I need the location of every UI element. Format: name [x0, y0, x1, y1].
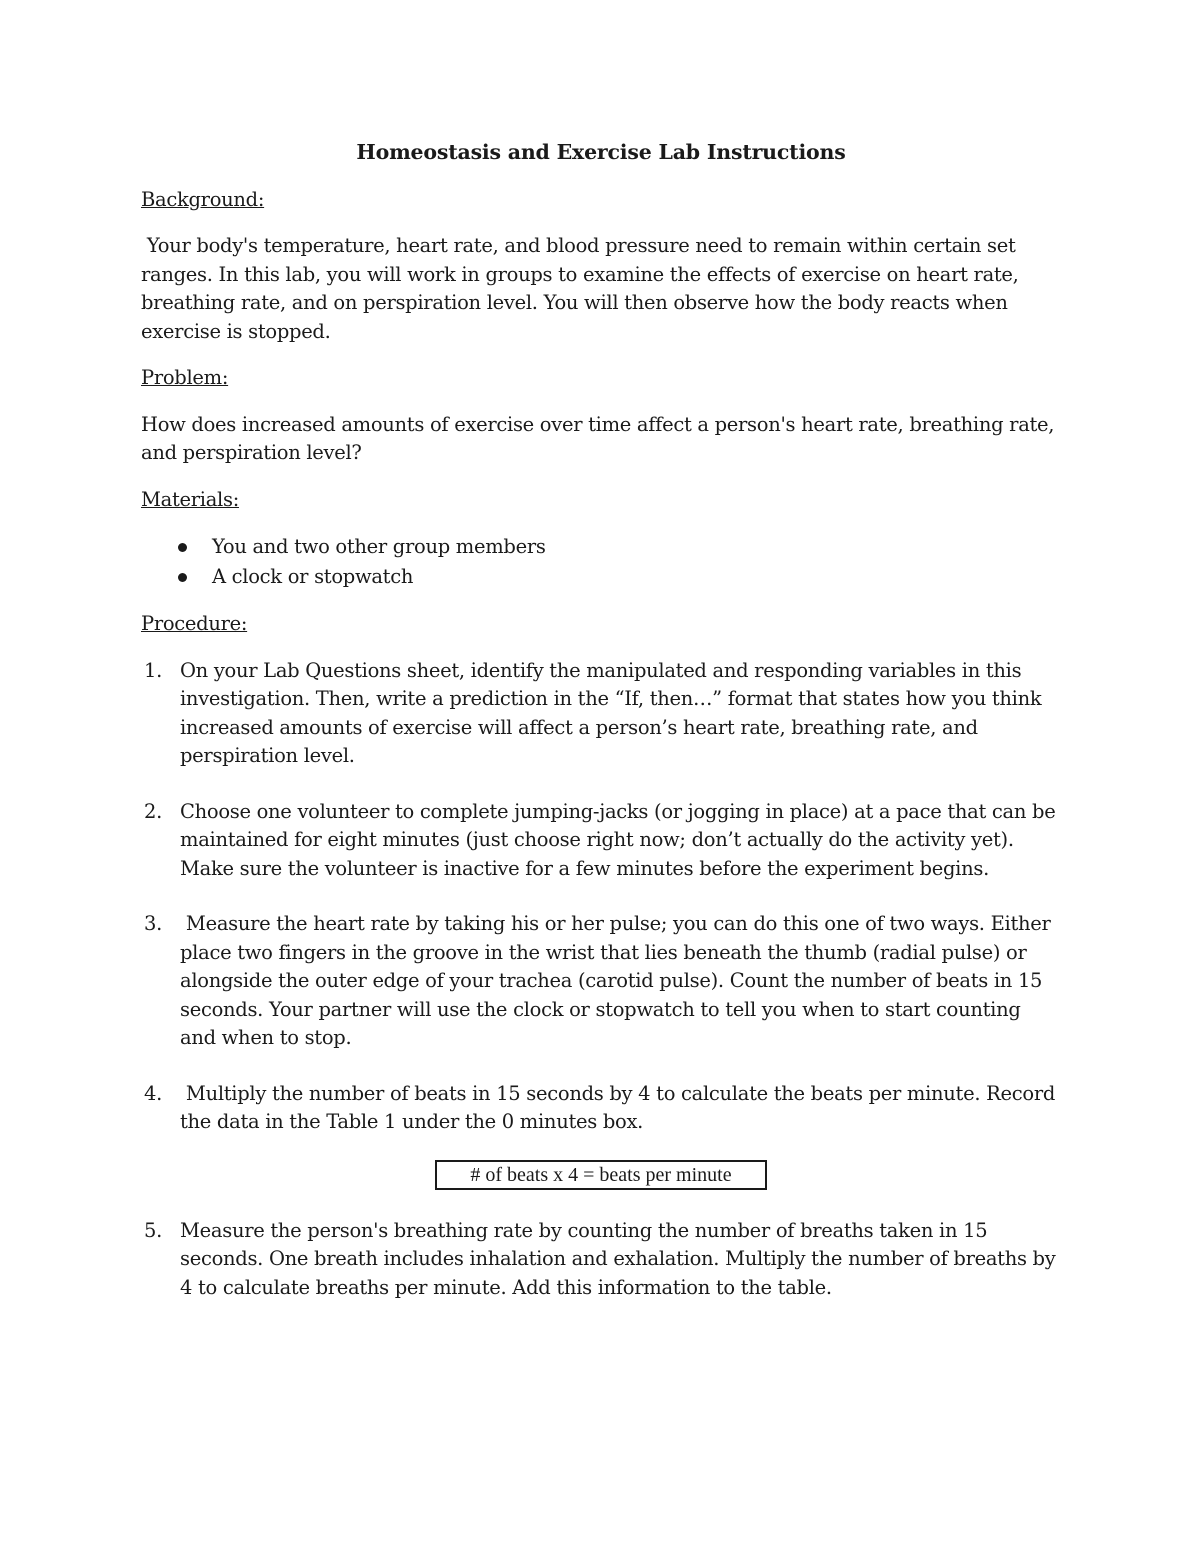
procedure-step: [141, 910, 1061, 1053]
background-text: Your body's temperature, heart rate, and blood pressure need to remain within certain set ranges. In this lab, you will work in groups to examine the effects of exercise on heart rate, breathing rate, and on perspiration level. You will then observe how the body reacts when exercise is stopped.: [141, 234, 1025, 343]
step-text: Choose one volunteer to complete jumping-jacks (or jogging in place) at a pace that can be maintained for eight minutes (just choose right now; don’t actually do the activity yet). Make sure the volunteer is inactive for a few minutes before the experiment begins.: [180, 799, 1056, 880]
bullet-icon: [178, 543, 187, 552]
procedure-step: [141, 1080, 1061, 1137]
step-number: 4.: [144, 1081, 163, 1105]
document-title: Homeostasis and Exercise Lab Instructions: [356, 140, 846, 164]
problem-heading: Problem:: [141, 366, 229, 389]
step-number: 1.: [144, 658, 163, 682]
formula-box: # of beats x 4 = beats per minute: [435, 1160, 767, 1190]
step-text: Measure the person's breathing rate by counting the number of breaths taken in 15 seconds. One breath includes inhalation and exhalation. Multiply the number of breaths by 4 to calculate breaths per minute. Add this information to the table.: [180, 1218, 1056, 1299]
materials-list: [141, 532, 1061, 592]
procedure-step: [141, 798, 1061, 884]
step-number: 3.: [144, 912, 163, 935]
step-text: On your Lab Questions sheet, identify the manipulated and responding variables in this investigation. Then, write a prediction in the “If, then…” format that states how you think increased amounts of exercise will affect a person’s heart rate, breathing rate, and perspiration level.: [180, 658, 1042, 767]
bullet-icon: [178, 573, 187, 582]
step-text: Measure the heart rate by taking his or her pulse; you can do this one of two ways. Either place two fingers in the groove in the wrist that lies beneath the thumb (radial pulse) or alongside the outer edge of your trachea (carotid pulse). Count the number of beats in 15 seconds. Your partner will use the clock or stopwatch to tell you when to start counting and when to stop.: [180, 912, 1057, 1049]
materials-heading: Materials:: [141, 487, 239, 511]
procedure-heading: Procedure:: [141, 612, 248, 635]
material-item-text: A clock or stopwatch: [212, 565, 414, 588]
step-number: 5.: [144, 1218, 163, 1242]
procedure-step: [141, 657, 1061, 771]
document-page: [141, 138, 1061, 1329]
step-text: Multiply the number of beats in 15 seconds by 4 to calculate the beats per minute. Record the data in the Table 1 under the 0 minutes box.: [180, 1081, 1061, 1133]
list-item: [141, 532, 1061, 562]
problem-text: How does increased amounts of exercise over time affect a person's heart rate, breathing rate, and perspiration level?: [141, 412, 1055, 464]
background-heading: Background:: [141, 187, 265, 211]
step-number: 2.: [144, 799, 163, 823]
material-item-text: You and two other group members: [212, 535, 546, 558]
list-item: [141, 562, 1061, 592]
procedure-step: [141, 1217, 1061, 1303]
procedure-steps: [141, 657, 1061, 1303]
